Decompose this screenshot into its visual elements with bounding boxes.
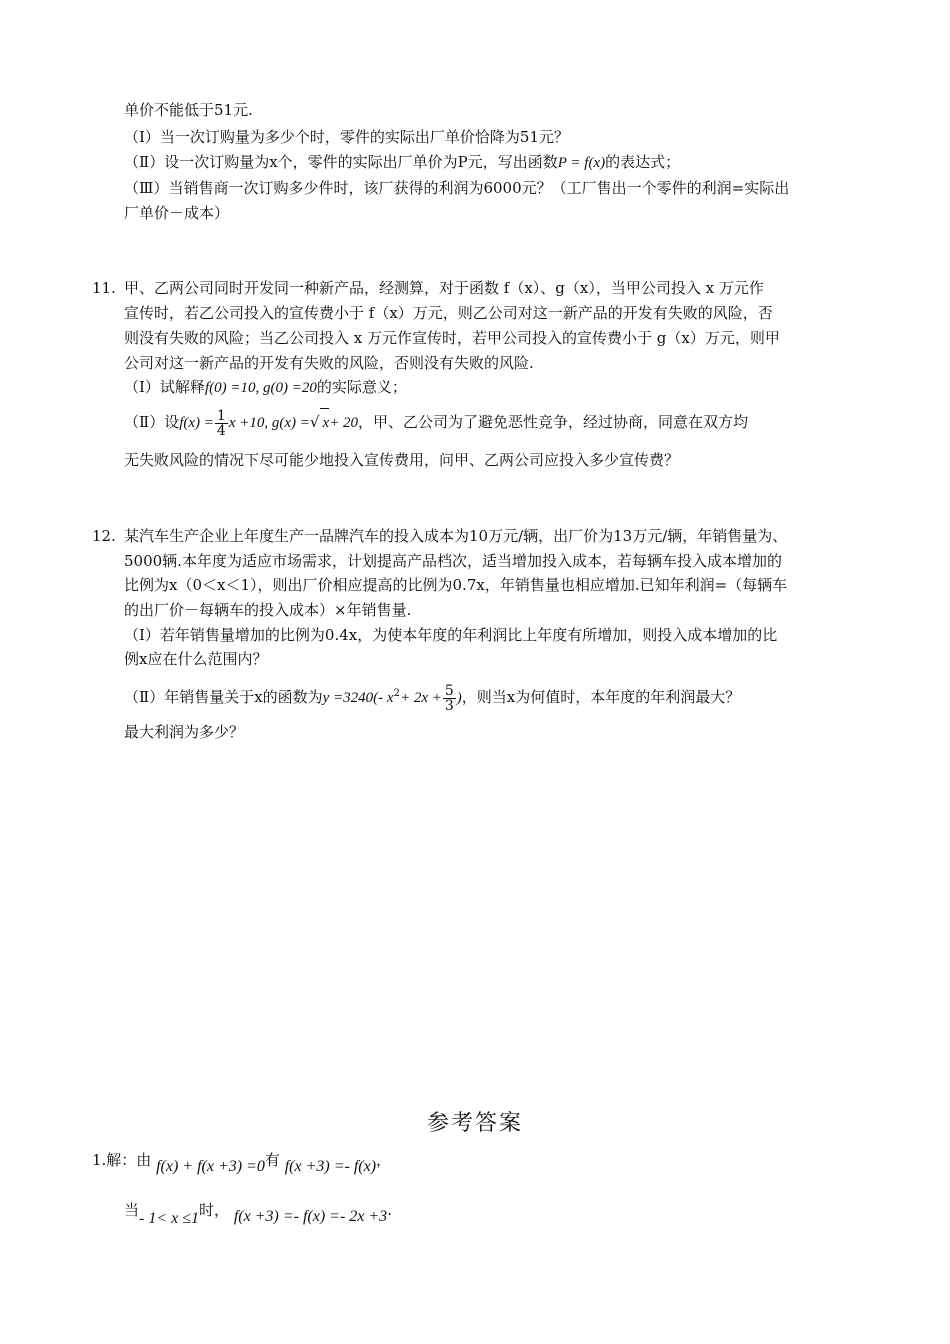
q11-part1	[124, 377, 407, 398]
q11-line3: 则没有失败的风险；当乙公司投入 x 万元作宣传时，若甲公司投入的宣传费小于 g（x）万元，则甲	[124, 329, 780, 347]
answer1-dot: .	[387, 1201, 392, 1219]
q12-line2: 5000辆.本年度为适应市场需求，计划提高产品档次，适当增加投入成本，若每辆车投入成本增加的	[124, 552, 782, 570]
q12-number: 12.	[92, 527, 116, 545]
q11-part1-text-b: 的实际意义；	[316, 378, 407, 396]
q10-part1: （Ⅰ）当一次订购量为多少个时，零件的实际出厂单价恰降为51元？	[124, 128, 570, 146]
q12-part1-line2: 例x应在什么范围内？	[124, 650, 268, 668]
answer1-comma: ，	[376, 1151, 392, 1169]
q11-number: 11.	[92, 279, 116, 297]
q12-part2-text-a: （Ⅱ）年销售量关于x的函数为	[124, 688, 323, 706]
q10-part2-text-b: 的表达式；	[605, 153, 681, 171]
answer1-label: 1.解：由	[92, 1151, 152, 1169]
q12-fraction-den: 3	[444, 697, 454, 714]
q11-fraction-num: 1	[216, 407, 226, 424]
q11-part1-text-a: （Ⅰ）试解释	[124, 378, 205, 396]
answer1-dang: 当	[124, 1201, 140, 1219]
q11-line1: 甲、乙两公司同时开发同一种新产品，经测算，对于函数 f（x）、g（x），当甲公司投入 x 万元作	[124, 279, 764, 297]
q12-f1: y =3240(- x	[322, 690, 394, 706]
answer1-line1	[92, 1150, 391, 1177]
q11-sqrt-arg: x	[320, 408, 329, 437]
q11-part2-line2: 无失败风险的情况下尽可能少地投入宣传费用，问甲、乙两公司应投入多少宣传费？	[124, 451, 680, 469]
q12-part2-line2: 最大利润为多少？	[124, 723, 245, 741]
q10-part2-formula: P = f(x)	[557, 155, 606, 171]
q12-part1-line1: （Ⅰ）若年销售量增加的比例为0.4x，为使本年度的年利润比上年度有所增加，则投入成本增加的比	[124, 626, 778, 644]
q11-part2-text-b: ，甲、乙公司为了避免恶性竞争，经过协商，同意在双方均	[357, 413, 748, 431]
q10-part3-line1: （Ⅲ）当销售商一次订购多少件时，该厂获得的利润为6000元？（工厂售出一个零件的利润=实际出	[124, 179, 790, 197]
answer1-formula2: f(x +3) =- f(x)	[284, 1158, 377, 1175]
answer1-shi: 时，	[199, 1201, 230, 1219]
q11-line2: 宣传时，若乙公司投入的宣传费小于 f（x）万元，则乙公司对这一新产品的开发有失败的风险，否	[124, 304, 773, 322]
q12-part2-text-b: ，则当x为何值时，本年度的年利润最大？	[461, 688, 741, 706]
q10-part2-text-a: （Ⅱ）设一次订购量为x个，零件的实际出厂单价为P元，写出函数	[124, 153, 558, 171]
q12-fraction	[443, 684, 456, 713]
q11-part2-text-a: （Ⅱ）设	[124, 413, 180, 431]
q11-fraction-den: 4	[216, 422, 226, 439]
q11-part2-f: f(x) =	[179, 415, 214, 431]
answer1-formula4: f(x +3) =- f(x) =- 2x +3	[233, 1208, 388, 1225]
answer1-line2	[124, 1200, 392, 1229]
q10-line0: 单价不能低于51元.	[124, 101, 253, 119]
q12-line3: 比例为x（0＜x＜1），则出厂价相应提高的比例为0.7x，年销售量也相应增加.已知年利润=（每辆车	[124, 576, 788, 594]
q12-f2: + 2x +	[399, 690, 442, 706]
q10-part2	[124, 152, 680, 173]
q10-part3-line2: 厂单价－成本）	[124, 204, 230, 222]
q12-f3: )	[456, 690, 462, 706]
q12-line4: 的出厂价－每辆车的投入成本）×年销售量.	[124, 601, 412, 619]
answer1-formula1: f(x) + f(x +3) =0	[156, 1158, 265, 1175]
q11-part2-tail: + 20	[329, 415, 358, 431]
sqrt-icon: √	[309, 413, 320, 431]
q12-line1: 某汽车生产企业上年度生产一品牌汽车的投入成本为10万元/辆，出厂价为13万元/辆，年销售量为、	[124, 527, 788, 545]
q11-part2-rest: x +10, g(x) =	[228, 415, 310, 431]
q11-line4: 公司对这一新产品的开发有失败的风险，否则没有失败的风险.	[124, 354, 534, 372]
q12-fraction-num: 5	[444, 682, 454, 699]
q12-exponent: 2	[393, 688, 400, 699]
q11-part1-formula: f(0) =10, g(0) =20	[204, 380, 317, 396]
q11-part2	[124, 408, 748, 438]
answer1-you: 有	[264, 1151, 280, 1169]
q12-part2	[124, 680, 740, 713]
answer1-formula3: - 1< x ≤1	[139, 1210, 200, 1227]
q11-fraction	[215, 409, 228, 438]
answers-title: 参考答案	[426, 1111, 523, 1136]
